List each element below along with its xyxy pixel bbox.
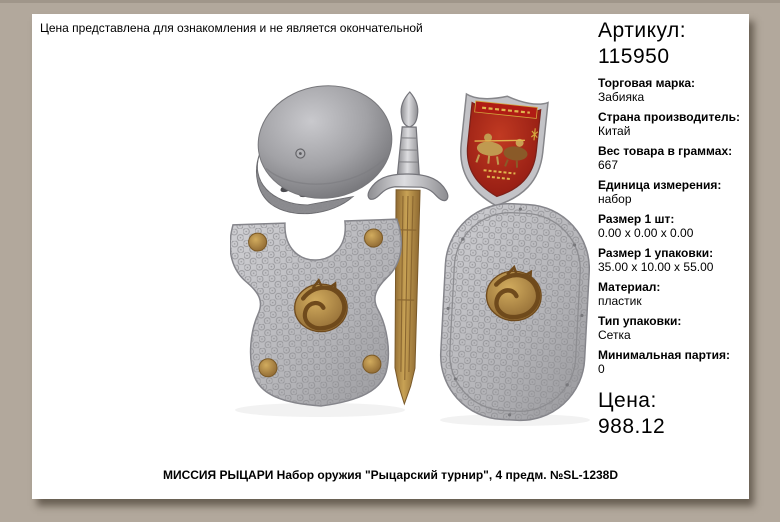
breastplate-illustration [230, 219, 407, 409]
product-details [598, 18, 754, 440]
crest-shield-illustration [455, 92, 548, 210]
field-label-package-size: Размер 1 упаковки: [598, 246, 714, 260]
product-photo [230, 80, 590, 430]
article-label: Артикул: [598, 19, 687, 42]
helmet-illustration [246, 80, 401, 220]
field-label-brand: Торговая марка: [598, 76, 696, 90]
field-label-unit: Единица измерения: [598, 178, 722, 192]
field-value-unit: набор [598, 192, 632, 206]
field-value-min-batch: 0 [598, 362, 605, 376]
field-label-weight: Вес товара в граммах: [598, 144, 733, 158]
field-value-package-type: Сетка [598, 328, 631, 342]
field-value-brand: Забияка [598, 90, 645, 104]
field-label-material: Материал: [598, 280, 661, 294]
field-value-item-size: 0.00 x 0.00 x 0.00 [598, 226, 694, 240]
price-value: 988.12 [598, 415, 666, 438]
price-label: Цена: [598, 389, 657, 412]
frame-top-edge [0, 0, 780, 3]
knight-set-illustration [230, 80, 590, 430]
field-value-weight: 667 [598, 158, 619, 172]
field-label-country: Страна производитель: [598, 110, 740, 124]
oval-shield-illustration [437, 200, 590, 423]
field-value-material: пластик [598, 294, 642, 308]
field-value-package-size: 35.00 x 10.00 x 55.00 [598, 260, 714, 274]
price-disclaimer-text: Цена представлена для ознакомления и не является окончательной [40, 21, 423, 35]
field-value-country: Китай [598, 124, 631, 138]
field-label-item-size: Размер 1 шт: [598, 212, 675, 226]
field-label-min-batch: Минимальная партия: [598, 348, 730, 362]
article-value: 115950 [598, 45, 670, 68]
field-label-package-type: Тип упаковки: [598, 314, 682, 328]
product-title-caption: МИССИЯ РЫЦАРИ Набор оружия "Рыцарский турнир", 4 предм. №SL-1238D [162, 468, 619, 482]
